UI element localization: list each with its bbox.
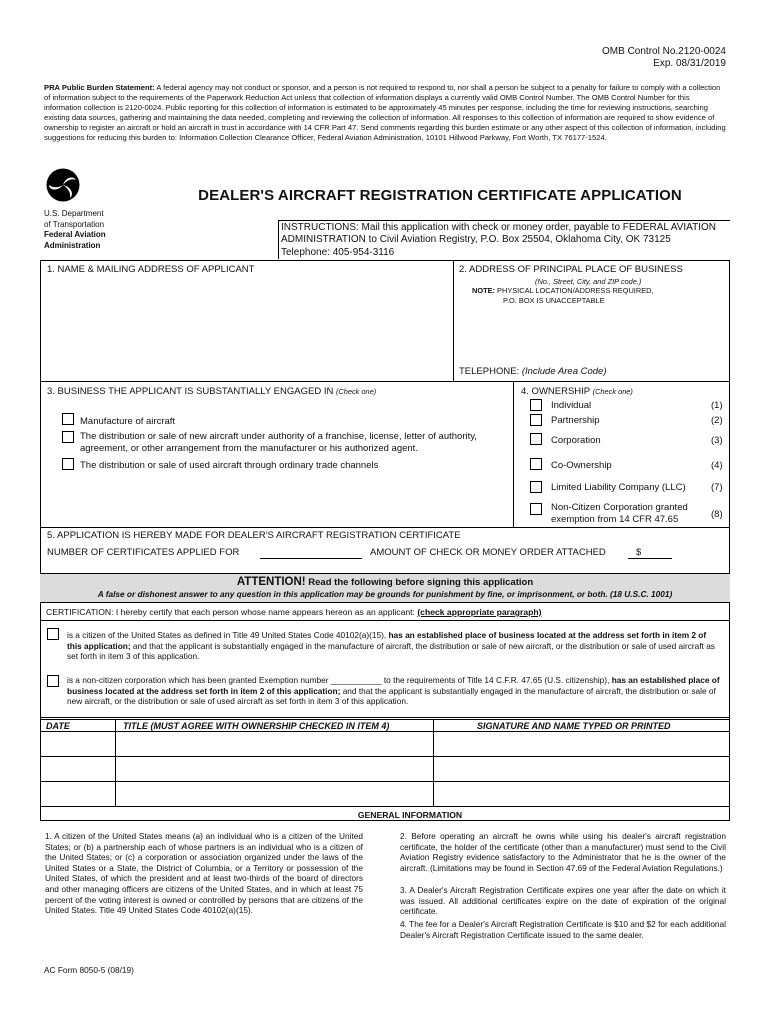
divider <box>40 820 730 821</box>
attention-warning: A false or dishonest answer to any question in this application may be grounds for punishment by fine, or imprisonment, or both. (18 U.S.C. 1001) <box>97 589 673 599</box>
col-date: DATE <box>46 721 70 731</box>
dollar-sign: $ <box>636 547 642 558</box>
ownership-coownership-label: Co-Ownership <box>551 460 612 471</box>
option-line: agreement, or other arrangement from the manufacturer or his authorized agent. <box>80 442 418 454</box>
business-used-aircraft-checkbox[interactable] <box>62 458 74 470</box>
telephone-label <box>459 366 607 377</box>
amount-label: AMOUNT OF CHECK OR MONEY ORDER ATTACHED <box>370 547 606 558</box>
divider <box>453 260 454 382</box>
business-used-aircraft-label: The distribution or sale of used aircraft through ordinary trade channels <box>80 460 379 471</box>
attention-rest: Read the following before signing this application <box>305 577 534 588</box>
dot-logo-icon <box>46 168 80 202</box>
para-text: is a non-citizen corporation which has been granted Exemption number ___________ to the requirements of Title 14 C.F.R. 47.65 (U.S. citizenship), <box>67 675 612 685</box>
instructions-line: Telephone: 405-954-3116 <box>281 246 395 258</box>
ownership-noncitizen-label <box>551 502 688 525</box>
divider <box>40 781 730 782</box>
para-text: and that the applicant is substantially engaged in the manufacture of aircraft, the distribution or sale of new aircraft, or the distribution or sale of used aircraft as set forth in item 3 of this application. <box>67 640 715 662</box>
business-manufacture-label: Manufacture of aircraft <box>80 416 176 427</box>
num-certificates-label: NUMBER OF CERTIFICATES APPLIED FOR <box>47 547 240 558</box>
general-info-item-4: 4. The fee for a Dealer's Aircraft Registration Certificate is $10 and $2 for each additional Dealer's Aircraft Registration Certificate issued to the same dealer. <box>400 919 726 940</box>
business-new-aircraft-checkbox[interactable] <box>62 431 74 443</box>
divider <box>40 717 730 718</box>
certification-citizen-checkbox[interactable] <box>47 628 59 640</box>
ownership-llc-label: Limited Liability Company (LLC) <box>551 482 686 493</box>
omb-control-number: OMB Control No.2120-0024 <box>602 46 726 57</box>
section4-check-one: (Check one) <box>592 387 633 396</box>
para-bold: has an established place of business located at the address set forth in item 2 of this application; <box>67 630 707 651</box>
ownership-llc-checkbox[interactable] <box>530 481 542 493</box>
frame-right <box>729 260 730 820</box>
applicant-name-address-field[interactable] <box>44 278 450 378</box>
pra-text: A federal agency may not conduct or sponsor, and a person is not required to respond to, nor shall a person be subject to a penalty for failure to comply with a collection of information subject to the requirements of the Paperwork Reduction Act unless that collection of information displays a currently valid OMB Control Number. The OMB Control Number for this information collection is 2120-0024. Public reporting for this collection of information is estimated to be approximately 45 minutes per response, including the time for reviewing instructions, searching existing data sources, gathering and maintaining the data needed, completing and reviewing the collection of information. All responses to this collection of information are required to show evidence of ownership to register an aircraft or hold an aircraft in trust in accordance with 14 CFR Part 47. Send comments regarding this burden estimate or any other aspect of this collection of information, including suggestions for reducing this burden to: Information Collection Clearance Officer, Federal Aviation Administration, 10101 Hillwood Parkway, Fort Worth, TX 76177-1524. <box>44 83 726 143</box>
ownership-individual-label: Individual <box>551 400 592 411</box>
para-bold: has an established place of business located at the address set forth in item 2 of this application; <box>67 675 720 696</box>
para-text: and that the applicant is substantially engaged in the manufacture of aircraft, the distribution or sale of new aircraft, or the distribution or sale of used aircraft as set forth in item 3 of this application. <box>67 685 716 707</box>
option-line: Non-Citizen Corporation granted <box>551 502 688 513</box>
option-line: exemption from 14 CFR 47.65 <box>551 513 679 525</box>
attention-heading <box>40 576 730 588</box>
general-info-item-2: 2. Before operating an aircraft he owns while using his dealer's aircraft registration certificate, the holder of the certificate (other than a manufacturer) must send to the Civil Aviation Registry evidence satisfactory to the Administrator that he is the owner of the aircraft. (Limitations may be found in Section 47.69 of the Federal Aviation Regulations.) <box>400 831 726 873</box>
omb-control-block <box>602 46 726 70</box>
section5-label: 5. APPLICATION IS HEREBY MADE FOR DEALER'S AIRCRAFT REGISTRATION CERTIFICATE <box>47 530 461 541</box>
divider <box>40 756 730 757</box>
general-info-item-1: 1. A citizen of the United States means (a) an individual who is a citizen of the United States; or (b) a partnership each of whose partners is an individual who is a citizen of the United States; or (c) a corporation or association organized under the laws of the United States or a State, the District of Columbia, or a Territory or possession of the United States, of which the president and at least two-thirds of the board of directors and other managing officers are citizens of the United States, and in which at least 75 percent of the voting interest is owned or controlled by persons that are citizens of the United States. Title 49 United States Code 40102(a)(15). <box>45 831 363 916</box>
certification-noncitizen-paragraph <box>67 675 722 707</box>
section4-text: 4. OWNERSHIP <box>521 386 590 397</box>
ownership-individual-checkbox[interactable] <box>530 399 542 411</box>
pra-statement <box>44 83 728 144</box>
agency-line: of Transportation <box>44 219 105 229</box>
agency-line: U.S. Department <box>44 209 104 218</box>
general-info-heading: GENERAL INFORMATION <box>357 810 463 820</box>
num-certificates-line[interactable] <box>260 558 362 559</box>
ownership-partnership-label: Partnership <box>551 415 600 426</box>
note-label: NOTE: <box>472 286 495 295</box>
general-info-item-3: 3. A Dealer's Aircraft Registration Certificate expires one year after the date on which it was issued. All additional certificates expire on the date of expiration of the original certificate. <box>400 885 726 917</box>
instructions-box <box>278 220 730 259</box>
ownership-code: (1) <box>711 400 723 411</box>
business-manufacture-checkbox[interactable] <box>62 413 74 425</box>
attention-banner <box>40 573 730 603</box>
instructions-line: ADMINISTRATION to Civil Aviation Registry, P.O. Box 25504, Oklahoma City, OK 73125 <box>281 234 671 246</box>
business-address-field[interactable] <box>456 306 726 364</box>
para-text: is a citizen of the United States as defined in Title 49 United States Code 40102(a)(15), <box>67 630 389 640</box>
telephone-hint: (Include Area Code) <box>521 366 607 377</box>
agency-line: Federal Aviation <box>44 230 106 239</box>
ownership-partnership-checkbox[interactable] <box>530 414 542 426</box>
business-new-aircraft-label <box>80 431 477 454</box>
section3-text: 3. BUSINESS THE APPLICANT IS SUBSTANTIALLY ENGAGED IN <box>47 386 334 397</box>
ownership-code: (7) <box>711 482 723 493</box>
ownership-corporation-label: Corporation <box>551 435 601 446</box>
divider <box>513 381 514 527</box>
agency-line: Administration <box>44 240 101 250</box>
ownership-noncitizen-checkbox[interactable] <box>530 503 542 515</box>
divider <box>40 806 730 807</box>
certification-text: CERTIFICATION: I hereby certify that each person whose name appears hereon as an applicant: <box>46 607 418 617</box>
col-signature: SIGNATURE AND NAME TYPED OR PRINTED <box>477 721 671 731</box>
ownership-coownership-checkbox[interactable] <box>530 458 542 470</box>
title-field[interactable] <box>117 733 432 755</box>
note-line: PHYSICAL LOCATION/ADDRESS REQUIRED, <box>495 286 654 295</box>
section4-label <box>521 386 633 397</box>
attention-word: ATTENTION! <box>236 576 306 588</box>
divider <box>40 719 730 720</box>
certification-intro <box>46 607 541 617</box>
section2-sub: (No., Street, City, and ZIP code.) <box>535 277 642 286</box>
section2-label: 2. ADDRESS OF PRINCIPAL PLACE OF BUSINESS <box>459 264 683 275</box>
section3-label <box>47 386 376 397</box>
instructions-line: INSTRUCTIONS: Mail this application with check or money order, payable to FEDERAL AVIATION <box>281 222 716 233</box>
amount-line[interactable] <box>628 558 672 559</box>
certification-citizen-paragraph <box>67 630 722 662</box>
option-line: The distribution or sale of new aircraft under authority of a franchise, license, letter of authority, <box>80 431 477 442</box>
date-field[interactable] <box>42 733 114 755</box>
divider <box>433 719 434 806</box>
expiration-date: Exp. 08/31/2019 <box>653 58 726 69</box>
divider <box>40 731 730 732</box>
ownership-code: (2) <box>711 415 723 426</box>
divider <box>115 719 116 806</box>
divider <box>40 381 730 382</box>
ownership-code: (3) <box>711 435 723 446</box>
section2-note <box>472 286 654 295</box>
certification-noncitizen-checkbox[interactable] <box>47 675 59 687</box>
ownership-code: (8) <box>711 509 723 520</box>
divider <box>40 527 730 528</box>
signature-field[interactable] <box>435 733 728 755</box>
ownership-corporation-checkbox[interactable] <box>530 433 542 445</box>
ownership-code: (4) <box>711 460 723 471</box>
certification-instruction: (check appropriate paragraph) <box>417 607 542 617</box>
divider <box>40 620 730 621</box>
frame-left <box>40 260 41 820</box>
section3-check-one: (Check one) <box>335 387 377 396</box>
form-id: AC Form 8050-5 (08/19) <box>44 965 134 975</box>
pra-label: PRA Public Burden Statement: <box>44 83 155 92</box>
form-title: DEALER'S AIRCRAFT REGISTRATION CERTIFICATE APPLICATION <box>198 187 682 204</box>
section2-note-line2: P.O. BOX IS UNACCEPTABLE <box>503 296 605 305</box>
col-title: TITLE (MUST AGREE WITH OWNERSHIP CHECKED IN ITEM 4) <box>123 721 390 731</box>
agency-name <box>44 209 106 251</box>
telephone-text: TELEPHONE: <box>459 366 520 377</box>
section1-label: 1. NAME & MAILING ADDRESS OF APPLICANT <box>47 264 255 275</box>
divider <box>40 260 730 261</box>
